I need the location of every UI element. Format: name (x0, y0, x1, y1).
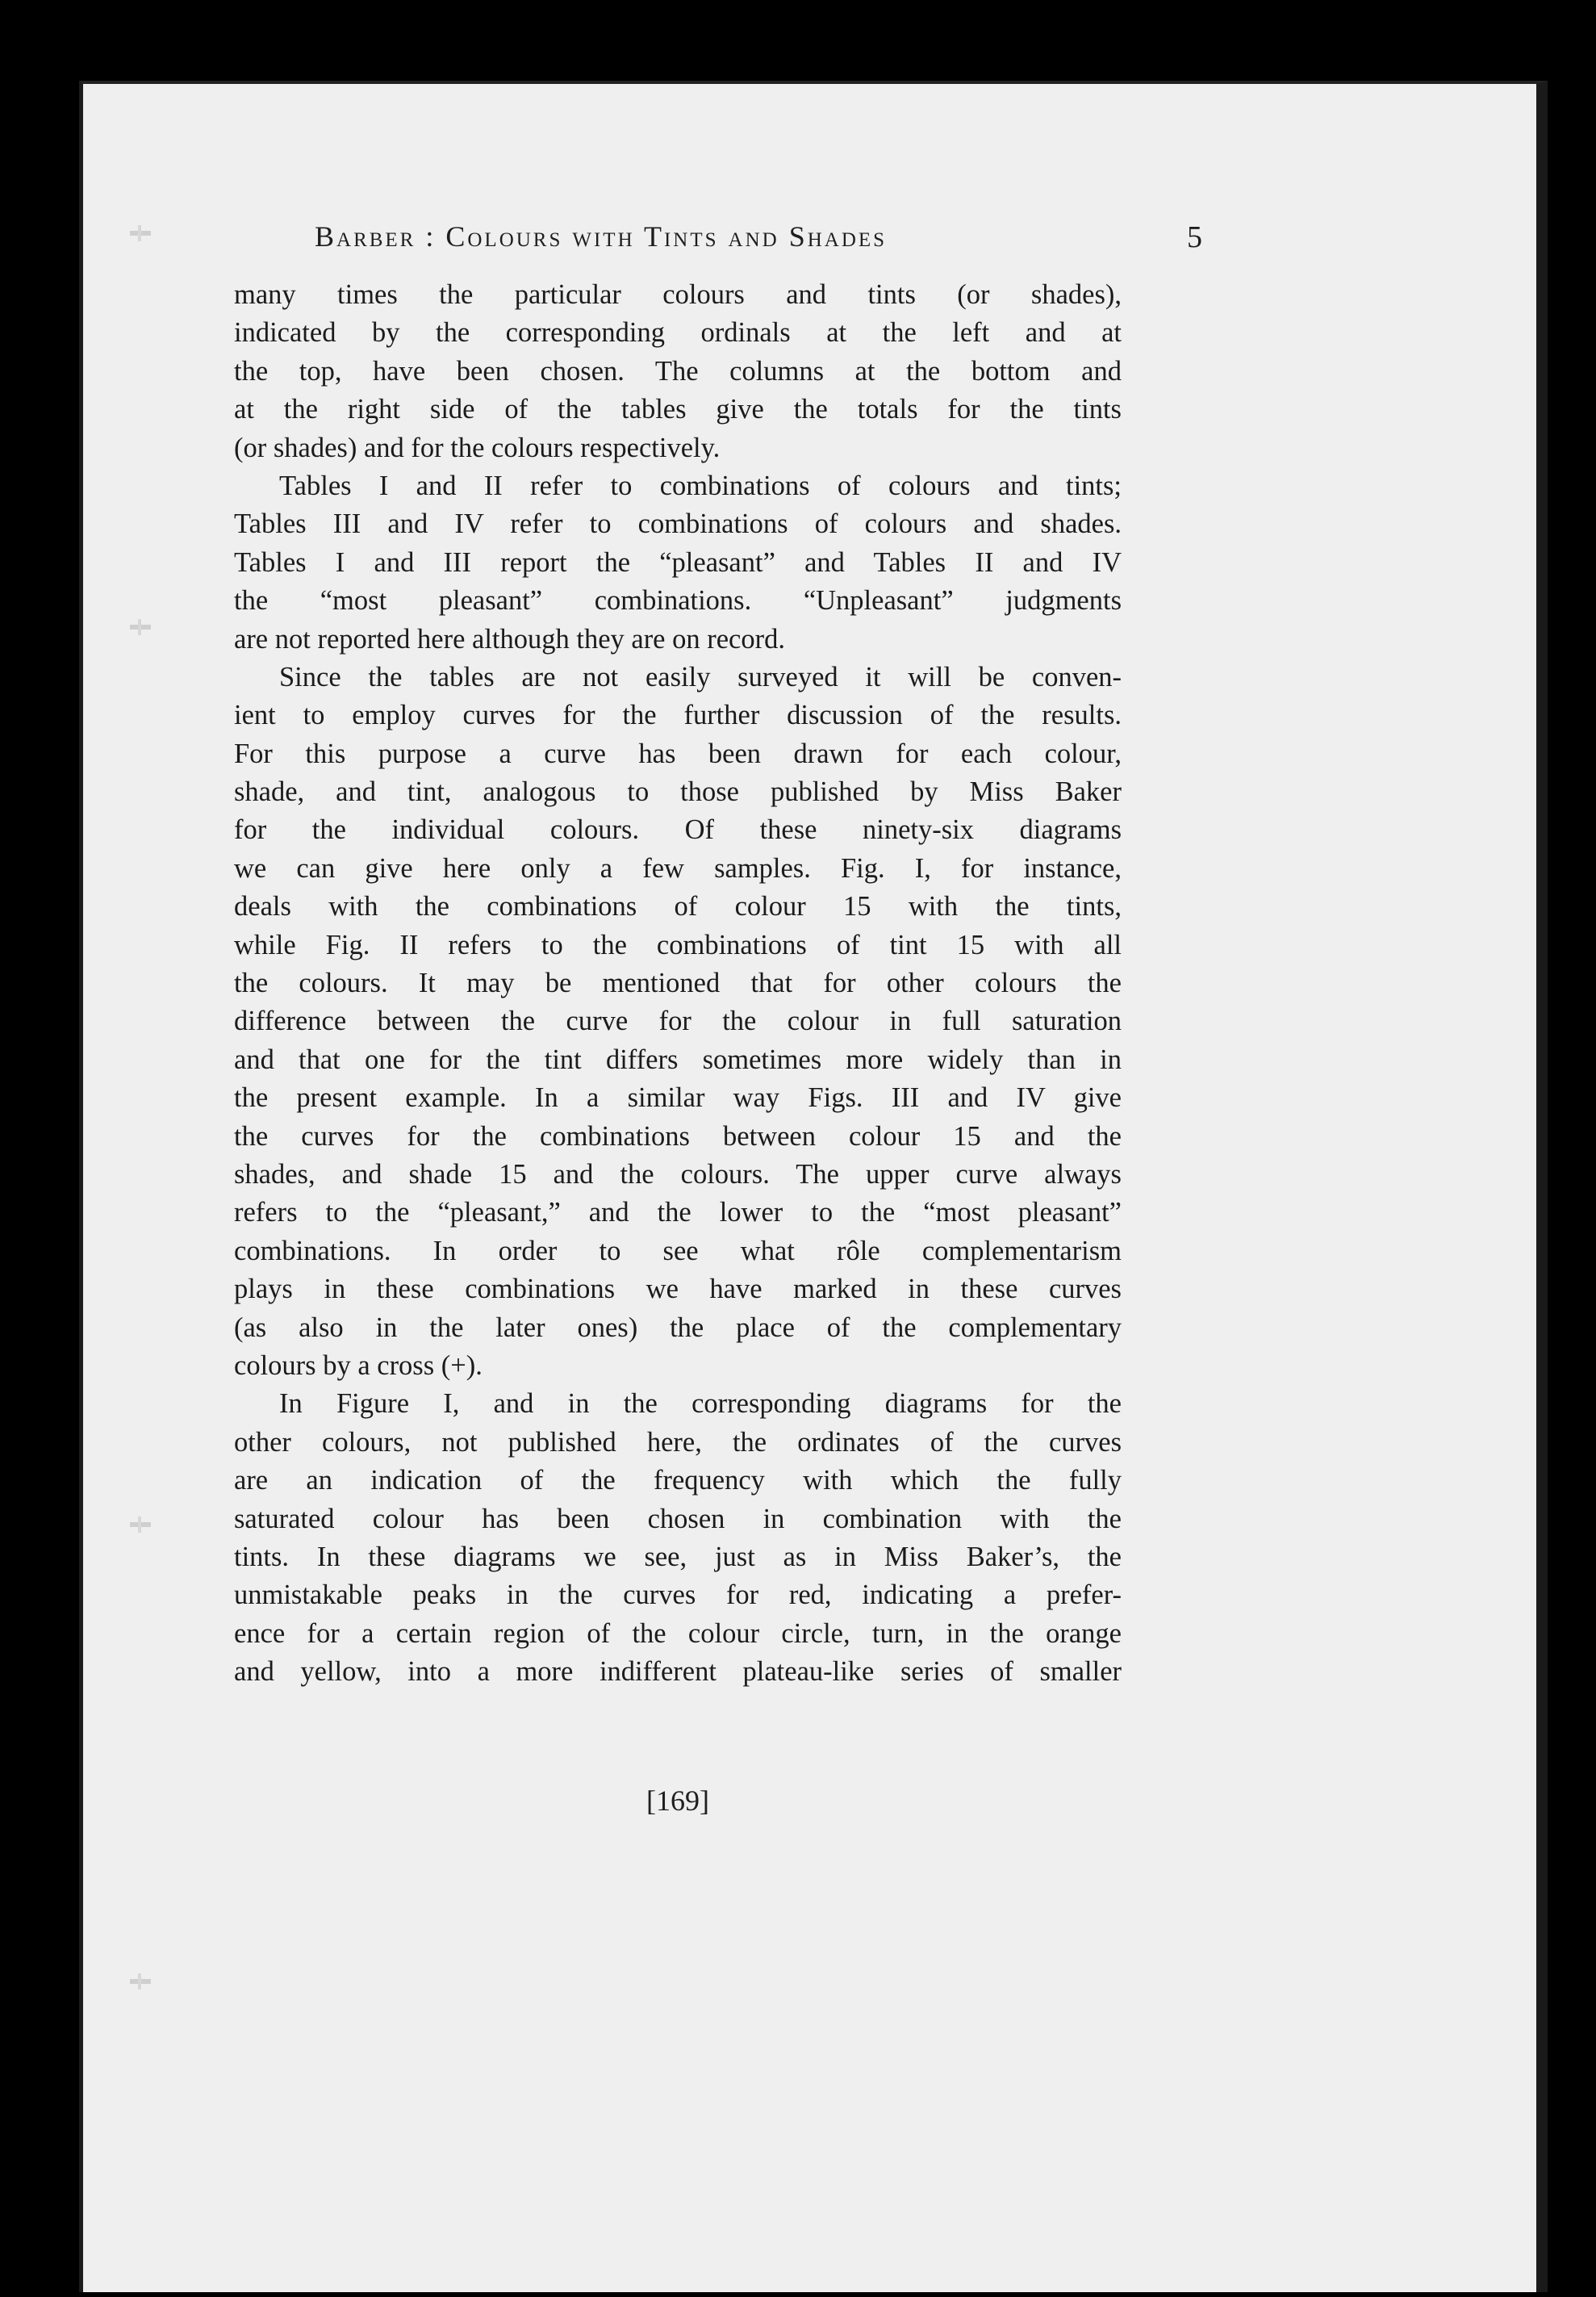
text-line: colours by a cross (+). (234, 1349, 483, 1381)
text-line: Tables III and IV refer to combinations of colours and shades. (234, 508, 1122, 540)
text-line: combinations. In order to see what rôle complementarism (234, 1235, 1122, 1266)
binding-pin-mark (130, 1522, 151, 1527)
text-line: Since the tables are not easily surveyed it will be conven- (279, 661, 1122, 692)
text-line: the “most pleasant” combinations. “Unpleasant” judgments (234, 585, 1122, 617)
text-line: unmistakable peaks in the curves for red, indicating a prefer- (234, 1579, 1122, 1611)
paragraph-4 (234, 1385, 1122, 1691)
page-number: 5 (1187, 220, 1202, 254)
page-header (315, 211, 1202, 268)
text-line: the top, have been chosen. The columns at the bottom and (234, 355, 1122, 387)
text-line: are an indication of the frequency with which the fully (234, 1465, 1122, 1496)
text-line: many times the particular colours and tints (or shades), (234, 279, 1122, 310)
text-line: shade, and tint, analogous to those published by Miss Baker (234, 776, 1122, 808)
text-line: and that one for the tint differs sometimes more widely than in (234, 1044, 1122, 1075)
text-line: the colours. It may be mentioned that for other colours the (234, 968, 1122, 999)
text-line: saturated colour has been chosen in combination with the (234, 1503, 1122, 1534)
text-line: Tables I and II refer to combinations of colours and tints; (279, 470, 1122, 501)
binding-pin-mark (130, 231, 151, 236)
paragraph-3 (234, 659, 1122, 1385)
text-line: shades, and shade 15 and the colours. The upper curve always (234, 1158, 1122, 1190)
text-line: plays in these combinations we have marked in these curves (234, 1274, 1122, 1305)
text-line: refers to the “pleasant,” and the lower to the “most pleasant” (234, 1197, 1122, 1228)
text-line: the present example. In a similar way Figs. III and IV give (234, 1082, 1122, 1114)
binding-pin-mark (130, 1979, 151, 1984)
text-line: we can give here only a few samples. Fig. I, for instance, (234, 852, 1122, 884)
text-line: the curves for the combinations between colour 15 and the (234, 1120, 1122, 1152)
text-line: (or shades) and for the colours respectively. (234, 432, 721, 463)
text-line: tints. In these diagrams we see, just as in Miss Baker’s, the (234, 1541, 1122, 1572)
text-line: while Fig. II refers to the combinations of tint 15 with all (234, 929, 1122, 960)
text-line: are not reported here although they are on record. (234, 623, 785, 655)
binding-pin-mark (130, 625, 151, 630)
body-text (234, 276, 1122, 1691)
text-line: and yellow, into a more indifferent plateau-like series of smaller (234, 1656, 1122, 1688)
text-line: In Figure I, and in the corresponding diagrams for the (279, 1388, 1122, 1420)
paragraph-1 (234, 276, 1122, 467)
text-line: ient to employ curves for the further discussion of the results. (234, 700, 1122, 731)
text-line: other colours, not published here, the ordinates of the curves (234, 1426, 1122, 1458)
text-line: Tables I and III report the “pleasant” and Tables II and IV (234, 546, 1122, 578)
paragraph-2 (234, 467, 1122, 659)
text-line: at the right side of the tables give the totals for the tints (234, 394, 1122, 425)
text-line: deals with the combinations of colour 15 with the tints, (234, 891, 1122, 923)
running-head: Barber : Colours with Tints and Shades (315, 220, 888, 253)
text-line: ence for a certain region of the colour circle, turn, in the orange (234, 1617, 1122, 1649)
text-line: difference between the curve for the colour in full saturation (234, 1006, 1122, 1037)
text-line: for the individual colours. Of these ninety-six diagrams (234, 814, 1122, 846)
text-line: (as also in the later ones) the place of the complementary (234, 1312, 1122, 1343)
text-line: For this purpose a curve has been drawn for each colour, (234, 738, 1122, 769)
text-line: indicated by the corresponding ordinals at the left and at (234, 317, 1122, 349)
folio-number: [169] (646, 1784, 709, 1817)
